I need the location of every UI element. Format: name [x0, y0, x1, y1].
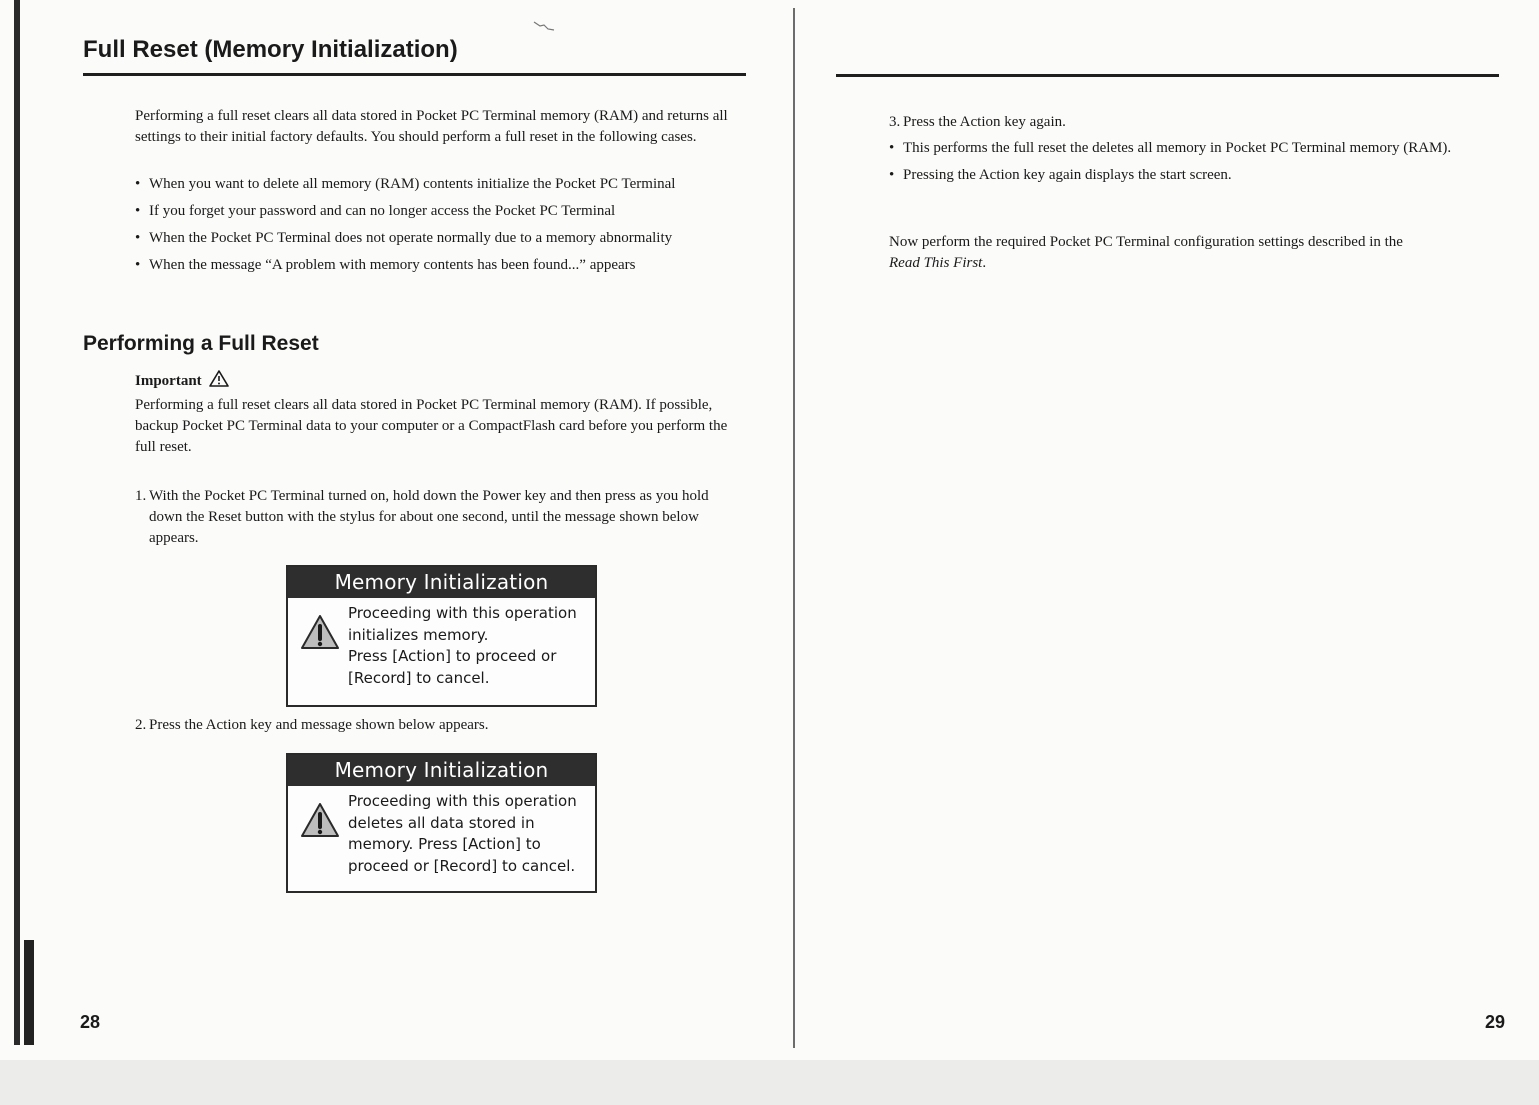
manual-reference: Read This First	[889, 255, 983, 271]
closing-text: Now perform the required Pocket PC Terminal configuration settings described in the	[889, 234, 1403, 250]
step-3	[889, 112, 1489, 133]
step-number: 3.	[889, 114, 901, 130]
step-3-notes-list	[889, 138, 1489, 192]
important-note-text: Performing a full reset clears all data stored in Pocket PC Terminal memory (RAM). If possible, backup Pocket PC Terminal data to your computer or a CompactFlash card before you perform the full reset.	[135, 397, 728, 455]
warning-triangle-icon	[209, 370, 229, 387]
dialog-body	[288, 598, 595, 689]
important-label-text: Important	[135, 373, 202, 389]
dialog-title: Memory Initialization	[288, 567, 595, 598]
step-text: With the Pocket PC Terminal turned on, hold down the Power key and then press as you hold down the Reset button with the stylus for about one second, until the message shown below appears.	[149, 488, 709, 546]
step-number: 1.	[135, 488, 147, 504]
list-item: • When you want to delete all memory (RAM) contents initialize the Pocket PC Terminal	[135, 174, 715, 195]
step-text: Press the Action key and message shown below appears.	[149, 717, 489, 733]
closing-paragraph	[889, 232, 1494, 274]
memory-initialization-dialog-1	[286, 565, 597, 707]
list-item: • When the message “A problem with memory contents has been found...” appears	[135, 255, 715, 276]
memory-initialization-dialog-2	[286, 753, 597, 893]
step-2	[135, 715, 740, 736]
scan-left-edge-shadow	[24, 940, 34, 1045]
closing-period: .	[982, 255, 987, 271]
step-text: Press the Action key again.	[903, 114, 1066, 130]
scan-mark	[532, 18, 558, 34]
dialog-title: Memory Initialization	[288, 755, 595, 786]
dialog-message: Proceeding with this operation deletes all data stored in memory. Press [Action] to proceed or [Record] to cancel.	[348, 792, 577, 875]
full-reset-cases-list	[135, 174, 715, 282]
warning-triangle-icon	[300, 614, 340, 650]
dialog-body	[288, 786, 595, 877]
list-item: • If you forget your password and can no longer access the Pocket PC Terminal	[135, 201, 715, 222]
list-item: • This performs the full reset the deletes all memory in Pocket PC Terminal memory (RAM).	[889, 138, 1489, 159]
scan-left-edge	[14, 0, 20, 1045]
important-note-label	[135, 370, 229, 390]
page-title: Full Reset (Memory Initialization)	[83, 36, 458, 63]
list-item: • Pressing the Action key again displays the start screen.	[889, 165, 1489, 186]
step-number: 2.	[135, 717, 147, 733]
page-gutter	[793, 8, 795, 1048]
page-number-right: 29	[1485, 1012, 1506, 1032]
header-rule	[836, 74, 1499, 77]
scan-bottom-edge	[0, 1060, 1539, 1105]
list-item: • When the Pocket PC Terminal does not operate normally due to a memory abnormality	[135, 228, 715, 249]
step-1	[135, 486, 740, 549]
section-heading: Performing a Full Reset	[83, 332, 319, 355]
title-rule	[83, 73, 746, 76]
page-number-left: 28	[80, 1012, 101, 1032]
dialog-message: Proceeding with this operation initializes memory. Press [Action] to proceed or [Record] to cancel.	[348, 604, 577, 687]
warning-triangle-icon	[300, 802, 340, 838]
intro-paragraph: Performing a full reset clears all data stored in Pocket PC Terminal memory (RAM) and returns all settings to their initial factory defaults. You should perform a full reset in the following cases.	[135, 108, 728, 145]
